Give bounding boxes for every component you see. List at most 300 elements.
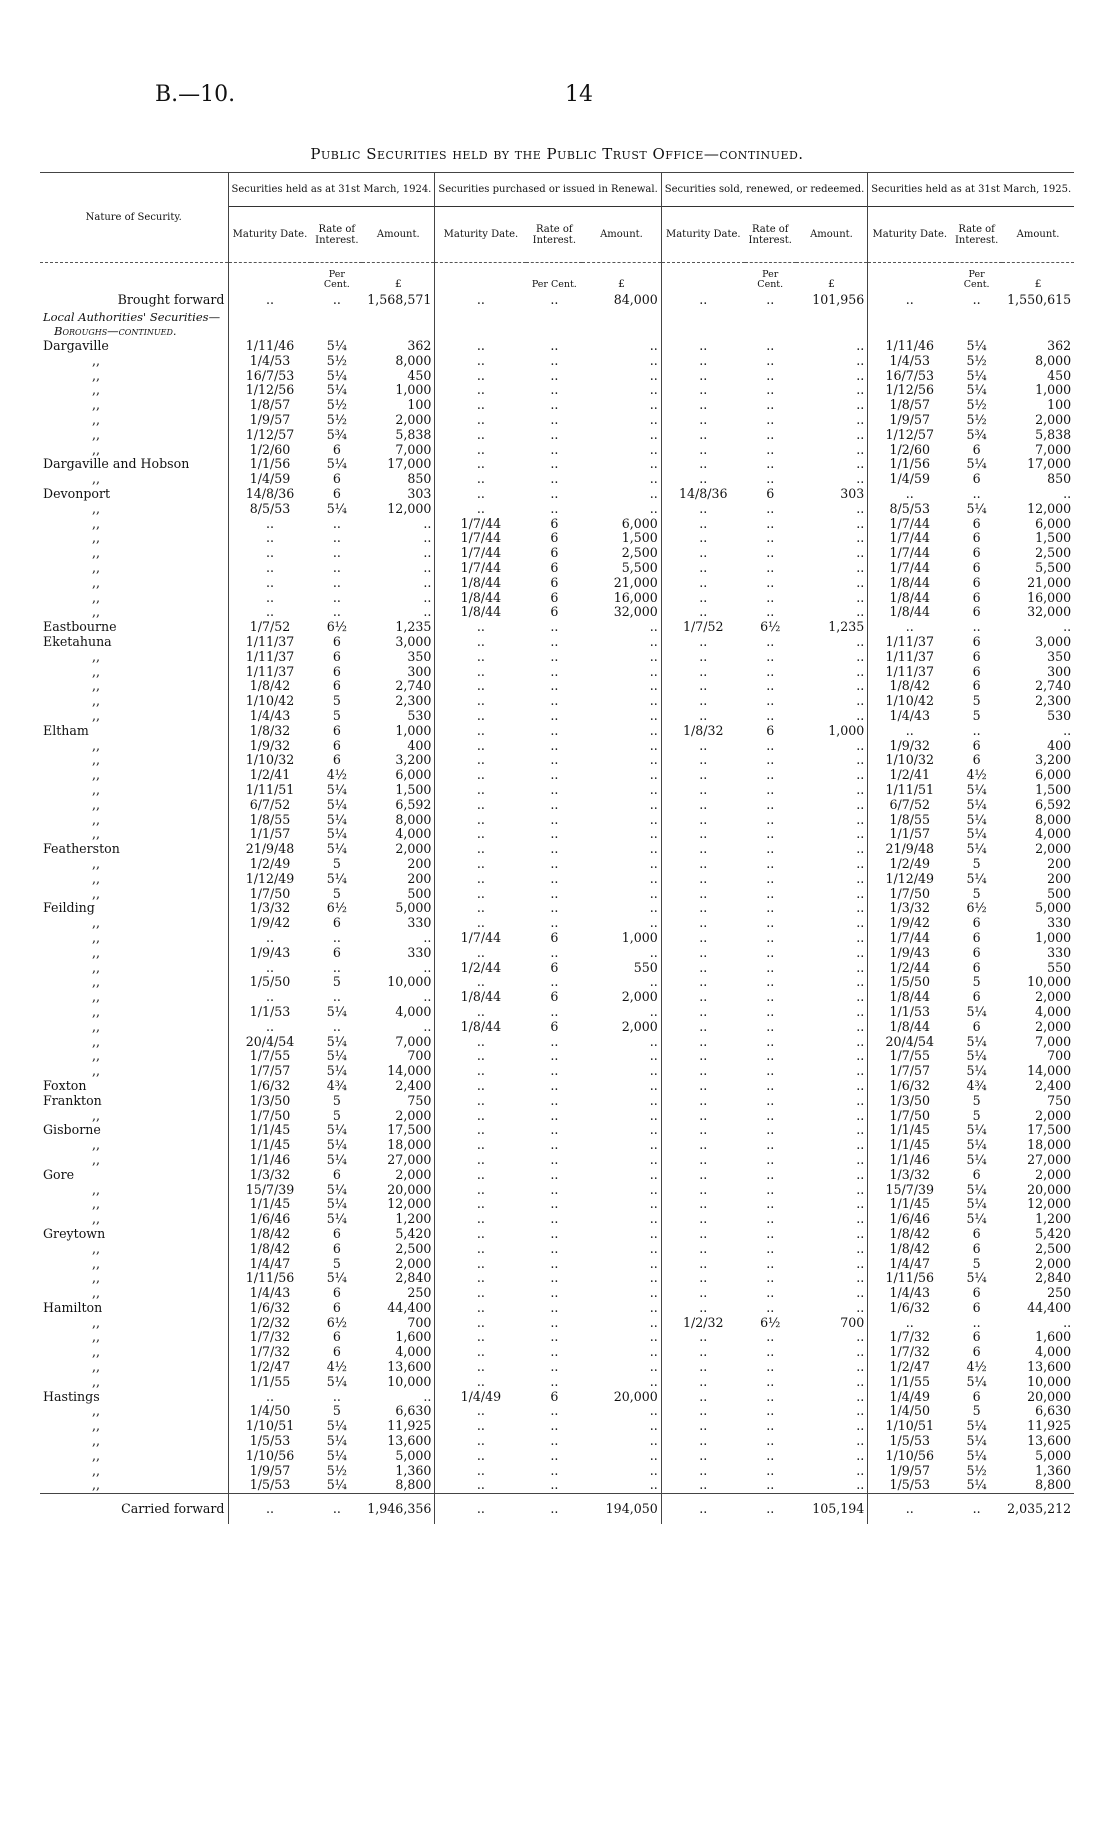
amount-cell: 16,000 <box>1027 590 1072 605</box>
amount-cell: 2,300 <box>1035 694 1072 709</box>
rate-cell: .. <box>550 1463 559 1478</box>
rate-cell: 6 <box>972 560 981 576</box>
unit-per-cent: Per Cent. <box>757 269 784 289</box>
security-row <box>40 1345 1074 1360</box>
rate-cell: .. <box>332 575 341 590</box>
amount-cell: 84,000 <box>613 291 658 307</box>
security-row <box>40 857 1074 872</box>
amount-cell: .. <box>856 1478 865 1493</box>
unit-blank <box>228 263 311 290</box>
amount-cell: 17,000 <box>1027 457 1072 472</box>
amount-cell: 330 <box>407 945 432 960</box>
maturity-date-cell: .. <box>661 1478 745 1493</box>
rate-cell: 6 <box>766 486 775 502</box>
amount-cell: .. <box>856 694 865 709</box>
rate-cell: 5¼ <box>326 1049 347 1064</box>
amount-cell: 105,194 <box>796 1494 868 1525</box>
maturity-date-cell: 1/1/56 <box>228 457 311 472</box>
maturity-date-cell: .. <box>435 1404 527 1419</box>
securities-table <box>40 172 1074 1524</box>
maturity-date-header: Maturity Date. <box>228 207 311 263</box>
rate-cell: 6 <box>332 1300 341 1315</box>
amount-cell: 6,630 <box>1035 1404 1072 1419</box>
rate-cell: .. <box>550 620 559 635</box>
security-name: ,, <box>92 768 101 783</box>
amount-cell: 5,500 <box>621 560 658 576</box>
security-row <box>40 872 1074 887</box>
amount-cell: .. <box>856 368 865 383</box>
rate-cell: 5¼ <box>966 1182 987 1197</box>
maturity-date-cell: .. <box>661 1212 745 1227</box>
rate-cell: .. <box>766 398 775 413</box>
rate-cell: 5¼ <box>966 1271 987 1286</box>
amount-cell: .. <box>423 990 432 1005</box>
amount-cell: 1,000 <box>828 723 865 738</box>
maturity-date-cell: 1/1/45 <box>868 1197 951 1212</box>
empty-cell <box>1002 325 1074 339</box>
security-name: ,, <box>92 753 101 768</box>
amount-cell: 2,840 <box>395 1271 432 1286</box>
maturity-date-cell: 1/10/32 <box>868 753 951 768</box>
amount-cell: .. <box>856 353 865 368</box>
rate-cell: 5¼ <box>966 1152 987 1167</box>
amount-cell: .. <box>856 1226 865 1241</box>
rate-cell: 6 <box>332 472 341 487</box>
maturity-date-cell: .. <box>661 1390 745 1405</box>
rate-cell: 4¾ <box>326 1078 347 1093</box>
maturity-date-cell: .. <box>228 1020 311 1035</box>
maturity-date-cell: .. <box>435 472 527 487</box>
security-name: ,, <box>92 975 101 990</box>
security-row <box>40 813 1074 828</box>
amount-cell: 4,000 <box>1035 827 1072 842</box>
rate-cell: .. <box>550 398 559 413</box>
empty-cell <box>526 311 582 325</box>
rate-cell: 5½ <box>326 1463 347 1478</box>
maturity-date-cell: .. <box>435 502 527 517</box>
security-row <box>40 354 1074 369</box>
maturity-date-cell: .. <box>435 1153 527 1168</box>
security-name: Gisborne <box>43 1123 101 1138</box>
maturity-date-cell: 1/7/44 <box>435 517 527 532</box>
amount-cell: 4,000 <box>395 1345 432 1360</box>
rate-cell: 6 <box>550 990 559 1005</box>
rate-cell: 6 <box>972 1226 981 1241</box>
maturity-date-cell: .. <box>435 487 527 502</box>
empty-cell <box>796 311 868 325</box>
security-name: ,, <box>92 1138 101 1153</box>
amount-cell: 850 <box>1047 472 1072 487</box>
amount-cell: 12,000 <box>1027 1197 1072 1212</box>
security-name: ,, <box>92 1359 101 1375</box>
rate-cell: 6 <box>972 1300 981 1315</box>
amount-cell: .. <box>649 427 658 442</box>
maturity-date-cell: .. <box>661 679 745 694</box>
security-row <box>40 1182 1074 1197</box>
maturity-date-cell: .. <box>661 605 745 620</box>
amount-cell: .. <box>423 575 432 590</box>
maturity-date-cell: .. <box>435 916 527 931</box>
rate-cell: 6 <box>550 560 559 576</box>
amount-cell: 1,000 <box>1035 383 1072 398</box>
maturity-date-cell: 1/7/44 <box>435 531 527 546</box>
maturity-date-cell: .. <box>435 886 527 901</box>
security-row <box>40 709 1074 724</box>
maturity-date-cell: 1/3/50 <box>228 1094 311 1109</box>
maturity-date-cell: .. <box>661 383 745 398</box>
maturity-date-cell: 1/11/46 <box>868 339 951 354</box>
amount-cell: 1,200 <box>395 1212 432 1227</box>
rate-cell: .. <box>550 1034 559 1049</box>
amount-cell: 27,000 <box>387 1152 432 1167</box>
amount-cell: 6,000 <box>1035 768 1072 783</box>
rate-cell: .. <box>745 1494 796 1525</box>
maturity-date-cell: .. <box>435 1434 527 1449</box>
amount-cell: .. <box>1063 1315 1072 1330</box>
rate-cell: .. <box>766 1212 775 1227</box>
maturity-date-cell: .. <box>661 591 745 606</box>
maturity-date-cell: .. <box>435 1330 527 1345</box>
amount-cell: .. <box>649 1241 658 1256</box>
amount-cell: .. <box>423 560 432 576</box>
amount-cell: 2,000 <box>395 1108 432 1123</box>
rate-cell: 4½ <box>326 768 347 783</box>
amount-cell: 2,500 <box>1035 546 1072 561</box>
rate-cell: 5½ <box>966 1463 987 1478</box>
amount-cell: 2,000 <box>395 842 432 857</box>
maturity-date-cell: .. <box>661 1419 745 1434</box>
maturity-date-cell: 1/1/53 <box>868 1005 951 1020</box>
amount-cell: .. <box>856 457 865 472</box>
maturity-date-cell: .. <box>661 1108 745 1123</box>
rate-cell: 5 <box>972 856 981 871</box>
rate-cell: 6 <box>972 472 981 487</box>
maturity-date-cell: 1/2/32 <box>661 1316 745 1331</box>
rate-cell: 5 <box>972 886 981 901</box>
rate-cell: 5¼ <box>966 1212 987 1227</box>
security-row <box>40 1434 1074 1449</box>
security-name: Foxton <box>43 1078 87 1093</box>
amount-cell: 6,592 <box>1035 797 1072 812</box>
rate-cell: .. <box>332 531 341 546</box>
rate-cell: 5¼ <box>966 1064 987 1079</box>
maturity-date-cell: 1/2/44 <box>868 960 951 975</box>
unit-pound: £ <box>828 277 835 289</box>
maturity-date-cell: 1/11/37 <box>228 635 311 650</box>
amount-cell: 2,000 <box>1035 1256 1072 1271</box>
maturity-date-cell: .. <box>435 443 527 458</box>
maturity-date-cell: .. <box>435 383 527 398</box>
rate-cell: 6½ <box>966 901 987 916</box>
rate-cell: 5¼ <box>326 1433 347 1449</box>
rate-cell: 6 <box>550 1389 559 1404</box>
maturity-date-cell: .. <box>435 339 527 354</box>
amount-cell: .. <box>856 842 865 857</box>
empty-cell <box>745 311 796 325</box>
rate-cell: .. <box>972 723 981 738</box>
amount-cell: 2,500 <box>395 1241 432 1256</box>
rate-cell: 6 <box>972 990 981 1005</box>
rate-cell: .. <box>766 590 775 605</box>
rate-cell: 6 <box>332 1286 341 1301</box>
rate-cell: 6 <box>332 1345 341 1360</box>
maturity-date-cell: .. <box>661 857 745 872</box>
amount-cell: 2,000 <box>1035 1167 1072 1182</box>
maturity-date-cell: .. <box>661 990 745 1005</box>
rate-cell: .. <box>766 753 775 768</box>
maturity-date-cell: 1/10/51 <box>868 1419 951 1434</box>
security-name: ,, <box>92 1256 101 1271</box>
rate-cell: 5¼ <box>326 1419 347 1434</box>
security-row <box>40 1123 1074 1138</box>
amount-cell: 27,000 <box>1027 1152 1072 1167</box>
maturity-date-cell: .. <box>435 694 527 709</box>
unit-blank <box>868 263 951 290</box>
rate-cell: .. <box>332 291 341 307</box>
rate-cell: .. <box>766 1182 775 1197</box>
maturity-date-cell: 1/4/50 <box>228 1404 311 1419</box>
maturity-date-cell: 1/2/41 <box>228 768 311 783</box>
security-name: ,, <box>92 1064 101 1079</box>
security-row <box>40 1049 1074 1064</box>
maturity-date-cell: .. <box>435 1064 527 1079</box>
maturity-date-cell: 1/11/37 <box>228 665 311 680</box>
amount-cell: .. <box>649 1374 658 1389</box>
security-name: ,, <box>92 930 101 945</box>
amount-cell: 17,000 <box>387 457 432 472</box>
security-name: ,, <box>92 1004 101 1019</box>
maturity-date-cell: 1/5/53 <box>228 1478 311 1493</box>
rate-cell: .. <box>550 649 559 664</box>
rate-cell: .. <box>332 1019 341 1034</box>
amount-cell: 4,000 <box>1035 1004 1072 1019</box>
maturity-date-cell: 1/9/43 <box>228 946 311 961</box>
maturity-date-cell: 1/7/32 <box>228 1330 311 1345</box>
maturity-date-cell: .. <box>661 369 745 384</box>
rate-cell: 6 <box>972 546 981 561</box>
maturity-date-cell: .. <box>661 1286 745 1301</box>
maturity-date-cell: .. <box>661 931 745 946</box>
rate-cell: .. <box>766 1359 775 1375</box>
amount-cell: .. <box>856 1256 865 1271</box>
maturity-date-cell: 1/4/43 <box>868 1286 951 1301</box>
rate-cell: .. <box>550 664 559 679</box>
amount-cell: 7,000 <box>1035 442 1072 457</box>
security-name: ,, <box>92 886 101 901</box>
security-name: ,, <box>92 782 101 797</box>
amount-cell: .. <box>856 1448 865 1463</box>
rate-cell: 5 <box>332 1404 341 1419</box>
amount-cell: 101,956 <box>812 291 865 307</box>
maturity-date-cell: .. <box>661 1449 745 1464</box>
amount-cell: 5,000 <box>395 1448 432 1463</box>
rate-cell: .. <box>550 1330 559 1345</box>
rate-cell: 6 <box>332 1226 341 1241</box>
amount-cell: 1,600 <box>395 1330 432 1345</box>
amount-cell: 11,925 <box>1027 1419 1072 1434</box>
amount-cell: .. <box>856 901 865 916</box>
maturity-date-cell: .. <box>435 289 527 311</box>
amount-cell: .. <box>856 634 865 650</box>
security-row <box>40 1020 1074 1035</box>
empty-cell <box>526 325 582 339</box>
maturity-date-cell: .. <box>661 842 745 857</box>
maturity-date-cell: .. <box>661 289 745 311</box>
rate-cell: .. <box>766 901 775 916</box>
amount-cell: 550 <box>1047 960 1072 975</box>
maturity-date-cell: 1/11/56 <box>228 1271 311 1286</box>
amount-cell: 2,300 <box>395 694 432 709</box>
rate-cell: 5¼ <box>326 1271 347 1286</box>
rate-cell: .. <box>550 472 559 487</box>
maturity-date-cell: .. <box>661 398 745 413</box>
amount-cell: .. <box>649 634 658 650</box>
rate-cell: .. <box>972 1315 981 1330</box>
rate-cell: 6 <box>972 1019 981 1034</box>
security-row <box>40 502 1074 517</box>
rate-cell: .. <box>766 531 775 546</box>
rate-cell: .. <box>550 886 559 901</box>
maturity-date-cell: .. <box>661 561 745 576</box>
rate-cell: .. <box>766 442 775 457</box>
rate-cell: .. <box>550 827 559 842</box>
amount-cell: 100 <box>407 398 432 413</box>
rate-cell: .. <box>332 560 341 576</box>
rate-cell: .. <box>550 1300 559 1315</box>
amount-cell: .. <box>423 531 432 546</box>
amount-cell: 1,000 <box>395 383 432 398</box>
rate-cell: .. <box>766 1419 775 1434</box>
maturity-date-cell: 1/8/42 <box>228 1242 311 1257</box>
maturity-date-cell: .. <box>435 768 527 783</box>
rate-cell: 5¼ <box>966 871 987 886</box>
maturity-date-cell: 1/9/43 <box>868 946 951 961</box>
amount-cell: 2,000 <box>1035 1108 1072 1123</box>
rate-cell: .. <box>550 339 559 354</box>
amount-cell: .. <box>649 738 658 753</box>
amount-cell: 18,000 <box>1027 1138 1072 1153</box>
maturity-date-cell: .. <box>435 1138 527 1153</box>
maturity-date-cell: 20/4/54 <box>868 1034 951 1049</box>
amount-cell: .. <box>856 1419 865 1434</box>
maturity-date-cell: .. <box>661 635 745 650</box>
security-row <box>40 1168 1074 1183</box>
security-name: ,, <box>92 664 101 679</box>
maturity-date-cell: .. <box>435 1182 527 1197</box>
amount-cell: .. <box>423 605 432 620</box>
security-row <box>40 1212 1074 1227</box>
maturity-date-cell: .. <box>228 591 311 606</box>
rate-cell: 5¼ <box>966 812 987 827</box>
amount-cell: .. <box>649 1078 658 1093</box>
rate-cell: .. <box>766 797 775 812</box>
rate-cell: 6 <box>972 531 981 546</box>
amount-cell: 500 <box>407 886 432 901</box>
security-row <box>40 369 1074 384</box>
rate-cell: 5¼ <box>966 1034 987 1049</box>
rate-cell: .. <box>766 827 775 842</box>
security-name: ,, <box>92 708 101 724</box>
amount-cell: 362 <box>407 339 432 354</box>
empty-cell <box>661 325 745 339</box>
amount-cell: .. <box>649 975 658 990</box>
maturity-date-cell: 1/5/50 <box>228 975 311 990</box>
amount-cell: .. <box>649 1108 658 1123</box>
amount-cell: .. <box>649 901 658 916</box>
rate-cell: 5¼ <box>966 501 987 516</box>
amount-cell: 450 <box>1047 368 1072 383</box>
maturity-date-cell: 1/12/49 <box>868 872 951 887</box>
rate-cell: 5 <box>972 1256 981 1271</box>
maturity-date-cell: 1/6/32 <box>228 1079 311 1094</box>
rate-cell: 5¾ <box>966 427 987 442</box>
security-name: ,, <box>92 546 101 561</box>
rate-cell: .. <box>550 1419 559 1434</box>
rate-cell: .. <box>332 960 341 975</box>
maturity-date-cell: .. <box>661 413 745 428</box>
amount-cell: 3,200 <box>395 753 432 768</box>
empty-cell <box>435 311 527 325</box>
empty-cell <box>951 325 1002 339</box>
amount-cell: .. <box>649 812 658 827</box>
maturity-date-cell: 1/8/44 <box>435 591 527 606</box>
amount-cell: 20,000 <box>387 1182 432 1197</box>
rate-cell: 5¼ <box>966 1433 987 1449</box>
empty-cell <box>311 311 362 325</box>
amount-cell: 32,000 <box>613 605 658 620</box>
amount-cell: .. <box>856 930 865 945</box>
maturity-date-cell: 15/7/39 <box>228 1182 311 1197</box>
amount-cell: 5,838 <box>1035 427 1072 442</box>
amount-cell: 32,000 <box>1027 605 1072 620</box>
amount-cell: 6,000 <box>1035 516 1072 531</box>
rate-cell: 6 <box>972 945 981 960</box>
amount-cell: .. <box>856 531 865 546</box>
maturity-date-cell: .. <box>868 724 951 739</box>
security-row <box>40 975 1074 990</box>
rate-cell: .. <box>766 368 775 383</box>
security-row <box>40 916 1074 931</box>
rate-cell: 5 <box>332 1093 341 1108</box>
rate-cell: 5¼ <box>326 871 347 886</box>
security-row <box>40 576 1074 591</box>
empty-cell <box>582 325 661 339</box>
amount-cell: .. <box>856 1019 865 1034</box>
amount-cell: .. <box>856 649 865 664</box>
maturity-date-cell: .. <box>435 1478 527 1493</box>
section-note-row <box>40 325 1074 339</box>
amount-cell: .. <box>649 886 658 901</box>
maturity-date-cell: 1/1/45 <box>868 1138 951 1153</box>
maturity-date-cell: 1/6/46 <box>228 1212 311 1227</box>
security-row <box>40 665 1074 680</box>
empty-cell <box>228 311 311 325</box>
amount-cell: 2,840 <box>1035 1271 1072 1286</box>
rate-cell: 5¼ <box>326 842 347 857</box>
maturity-date-cell: .. <box>435 369 527 384</box>
amount-cell: .. <box>856 1286 865 1301</box>
amount-cell: .. <box>1063 620 1072 635</box>
maturity-date-cell: .. <box>228 561 311 576</box>
amount-cell: 194,050 <box>582 1494 661 1525</box>
rate-cell: 6 <box>972 634 981 650</box>
rate-cell: 6 <box>972 442 981 457</box>
maturity-date-cell: 1/8/44 <box>868 576 951 591</box>
maturity-date-cell: 1/12/49 <box>228 872 311 887</box>
security-name: ,, <box>92 398 101 413</box>
maturity-date-cell: 1/11/51 <box>228 783 311 798</box>
rate-cell: 6 <box>972 1330 981 1345</box>
